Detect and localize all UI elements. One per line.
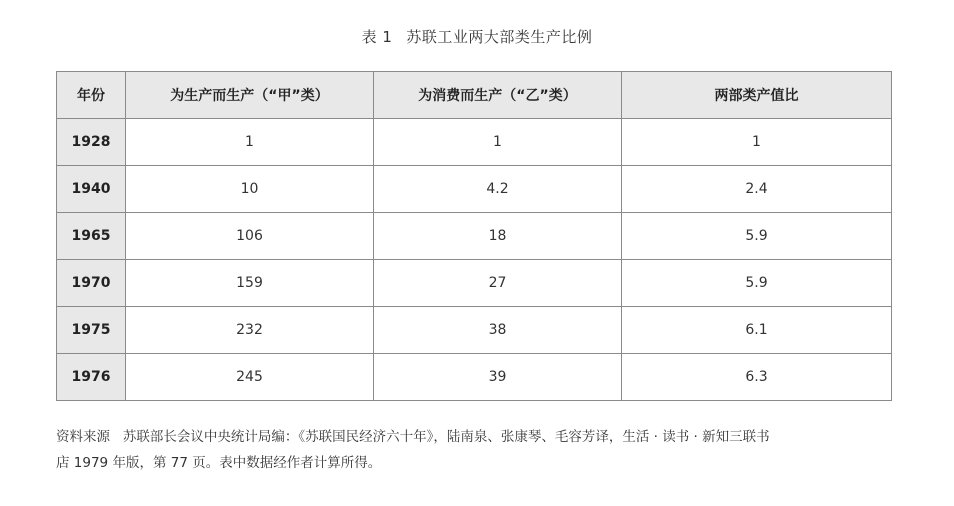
source-citation: 苏联部长会议中央统计局编：《苏联国民经济六十年》，陆南泉、张康琴、毛容芳译，生活 · 读书 · 新知三联书 (122, 429, 770, 445)
producer-goods-cell: 106 (126, 213, 374, 260)
header-row (57, 72, 892, 119)
column-header-producer-goods: 为生产而生产（“甲”类） (126, 72, 374, 119)
source-label: 资料来源 (56, 429, 110, 445)
year-cell: 1976 (57, 354, 126, 401)
source-line-2: 店 1979 年版，第 77 页。表中数据经作者计算所得。 (56, 455, 382, 471)
producer-goods-cell: 245 (126, 354, 374, 401)
table-row (57, 354, 892, 401)
column-header-consumer-goods: 为消费而生产（“乙”类） (374, 72, 622, 119)
table-row (57, 307, 892, 354)
table-row (57, 166, 892, 213)
producer-goods-cell: 159 (126, 260, 374, 307)
table-number: 表 1 (361, 28, 393, 46)
table-row (57, 213, 892, 260)
ratio-cell: 1 (622, 119, 892, 166)
column-header-year: 年份 (57, 72, 126, 119)
ratio-cell: 2.4 (622, 166, 892, 213)
consumer-goods-cell: 4.2 (374, 166, 622, 213)
table-row (57, 260, 892, 307)
table-row (57, 119, 892, 166)
table-caption (0, 26, 954, 48)
consumer-goods-cell: 39 (374, 354, 622, 401)
ratio-cell: 6.1 (622, 307, 892, 354)
data-table (56, 71, 892, 401)
ratio-cell: 5.9 (622, 213, 892, 260)
producer-goods-cell: 232 (126, 307, 374, 354)
ratio-cell: 6.3 (622, 354, 892, 401)
ratio-cell: 5.9 (622, 260, 892, 307)
column-header-ratio: 两部类产值比 (622, 72, 892, 119)
source-line-1 (56, 424, 896, 450)
consumer-goods-cell: 1 (374, 119, 622, 166)
year-cell: 1970 (57, 260, 126, 307)
year-cell: 1940 (57, 166, 126, 213)
producer-goods-cell: 1 (126, 119, 374, 166)
consumer-goods-cell: 27 (374, 260, 622, 307)
year-cell: 1975 (57, 307, 126, 354)
consumer-goods-cell: 18 (374, 213, 622, 260)
year-cell: 1965 (57, 213, 126, 260)
producer-goods-cell: 10 (126, 166, 374, 213)
source-note (56, 424, 896, 476)
consumer-goods-cell: 38 (374, 307, 622, 354)
year-cell: 1928 (57, 119, 126, 166)
table-title: 苏联工业两大部类生产比例 (406, 28, 593, 46)
